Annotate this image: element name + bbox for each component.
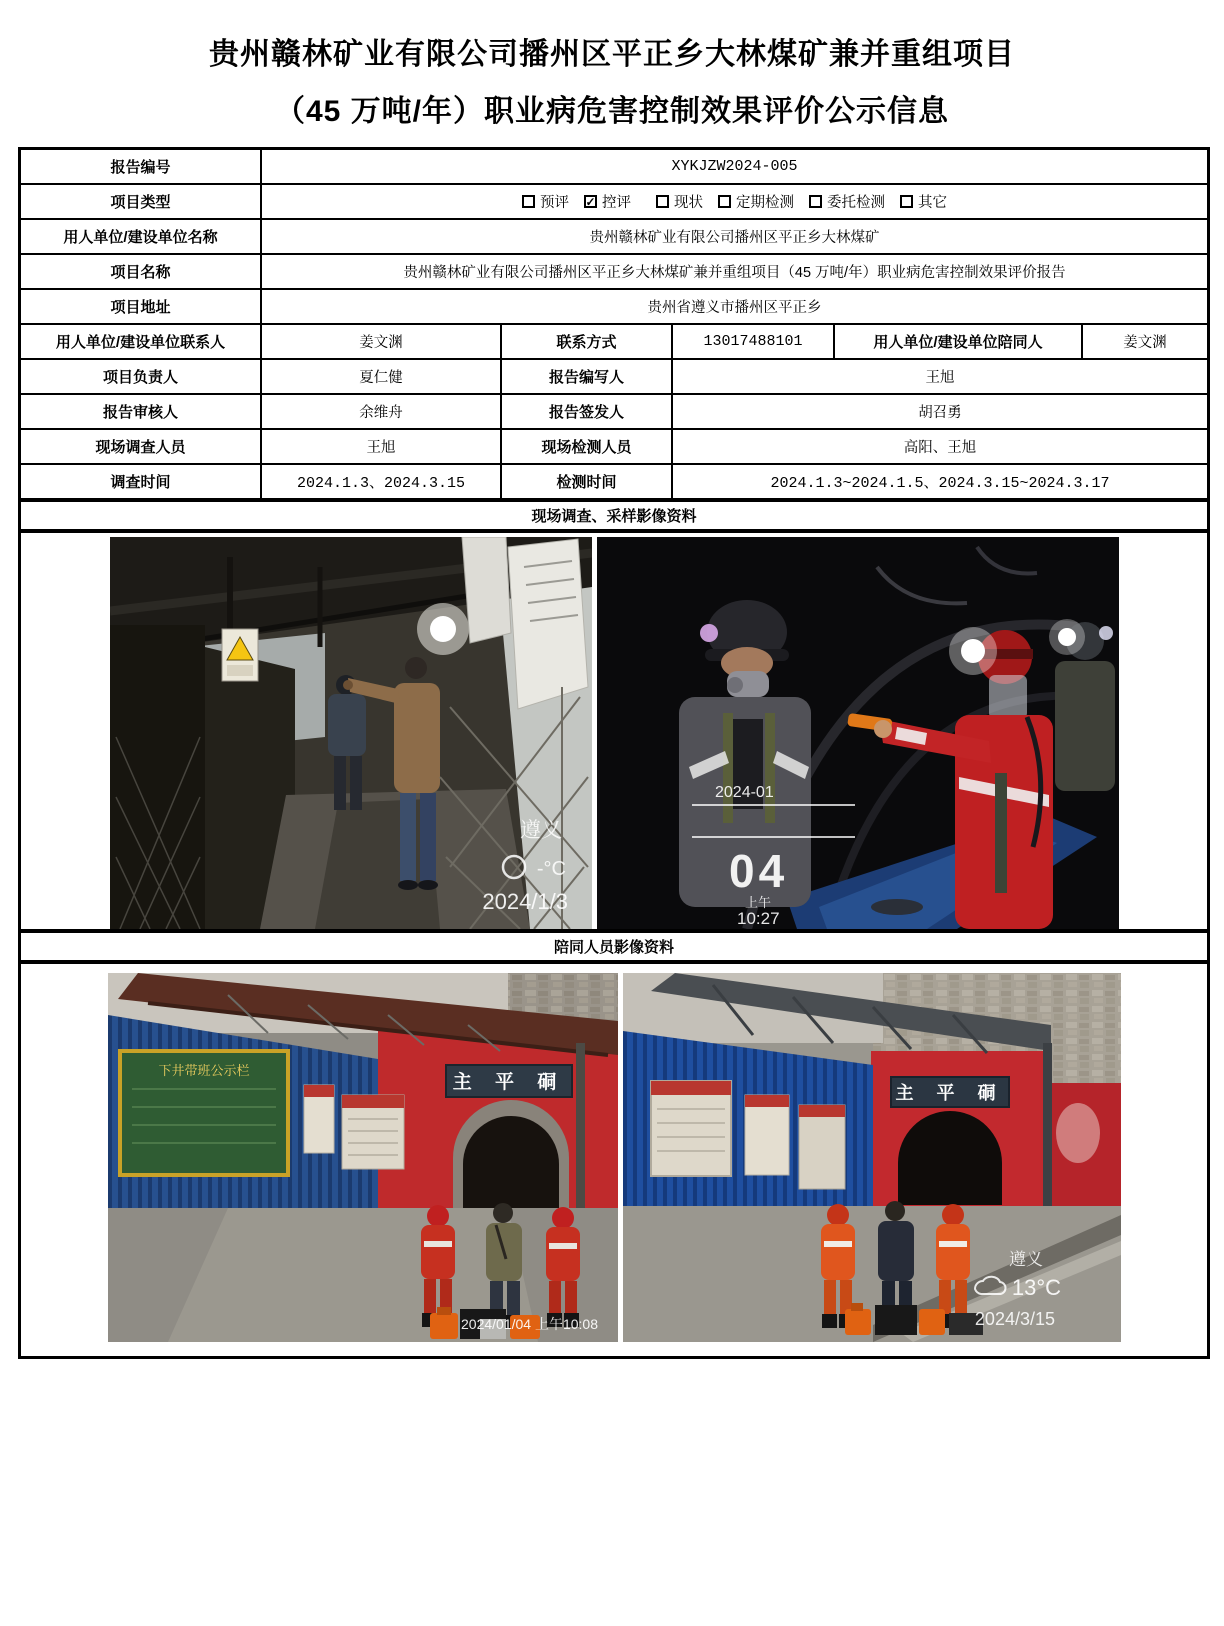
watermark-temp: -°C [536, 858, 566, 880]
photo-escort-group-1 [108, 973, 618, 1342]
project-type-label: 项目类型 [21, 185, 262, 218]
row-project-type [21, 185, 1207, 220]
escort-value: 姜文渊 [1123, 335, 1167, 351]
row-report-no [21, 150, 1207, 185]
photo-escort-group-2 [623, 973, 1121, 1342]
watermark-city: 遵义 [519, 819, 562, 842]
writer-value: 王旭 [925, 370, 955, 386]
title-line2: （45 万吨/年）职业病危害控制效果评价公示信息 [274, 95, 950, 128]
notice-board-text: 下井带班公示栏 [157, 1063, 250, 1078]
survey-photos-cell [21, 533, 1207, 929]
photo-site-survey-underground [597, 537, 1119, 929]
escort-label: 用人单位/建设单位陪同人 [835, 325, 1083, 358]
row-escort-photos [21, 964, 1207, 1356]
watermark-stamp: 2024/01/04 上午10:08 [460, 1316, 598, 1332]
info-table [18, 147, 1210, 1359]
checkbox-icon [809, 195, 822, 208]
option-entrusted [809, 191, 885, 212]
watermark-city: 遵义 [1008, 1250, 1043, 1269]
option-status [656, 191, 703, 212]
checkbox-label: 其它 [918, 195, 947, 211]
row-surveyor [21, 430, 1207, 465]
issuer-value: 胡召勇 [918, 405, 962, 421]
row-contact [21, 325, 1207, 360]
surveyor-label: 现场调查人员 [21, 430, 262, 463]
project-name-value: 贵州赣林矿业有限公司播州区平正乡大林煤矿兼并重组项目（45 万吨/年）职业病危害控制效果评价报告 [403, 265, 1066, 281]
row-employer [21, 220, 1207, 255]
row-survey-photos [21, 533, 1207, 933]
project-addr-value: 贵州省遵义市播州区平正乡 [647, 300, 822, 316]
detect-time-value: 2024.1.3~2024.1.5、2024.3.15~2024.3.17 [770, 475, 1110, 492]
checkbox-icon [656, 195, 669, 208]
checkbox-label: 定期检测 [736, 195, 794, 211]
checkbox-label: 预评 [540, 195, 569, 211]
row-times [21, 465, 1207, 502]
checkbox-icon [718, 195, 731, 208]
tunnel-sign-text: 主 平 硐 [452, 1072, 565, 1093]
option-controleval [584, 191, 631, 212]
checkbox-label: 现状 [674, 195, 703, 211]
phone-label: 联系方式 [502, 325, 673, 358]
project-addr-label: 项目地址 [21, 290, 262, 323]
reviewer-label: 报告审核人 [21, 395, 262, 428]
row-project-addr [21, 290, 1207, 325]
report-no-label: 报告编号 [21, 150, 262, 183]
overlay-day: 04 [728, 845, 788, 897]
contact-label: 用人单位/建设单位联系人 [21, 325, 262, 358]
watermark-date: 2024/3/15 [974, 1309, 1055, 1329]
reviewer-value: 余维舟 [262, 395, 502, 428]
overlay-time: 10:27 [736, 909, 780, 928]
project-name-label: 项目名称 [21, 255, 262, 288]
option-preeval [522, 191, 569, 212]
checkbox-label: 委托检测 [827, 195, 885, 211]
checkbox-label: 控评 [602, 195, 631, 211]
writer-label: 报告编写人 [502, 360, 673, 393]
row-leader [21, 360, 1207, 395]
row-section2-header [21, 933, 1207, 964]
watermark-temp: 13°C [1011, 1275, 1061, 1300]
employer-label: 用人单位/建设单位名称 [21, 220, 262, 253]
page-title [0, 26, 1224, 140]
row-reviewer [21, 395, 1207, 430]
project-type-options [262, 185, 1207, 218]
survey-time-label: 调查时间 [21, 465, 262, 498]
watermark-date: 2024/1/3 [481, 889, 568, 914]
detector-value: 高阳、王旭 [903, 440, 977, 456]
overlay-ampm: 上午 [744, 895, 771, 910]
surveyor-value: 王旭 [262, 430, 502, 463]
section1-header: 现场调查、采样影像资料 [531, 508, 697, 525]
section2-header: 陪同人员影像资料 [553, 939, 674, 956]
checkbox-icon [900, 195, 913, 208]
option-other [900, 191, 947, 212]
option-periodic [718, 191, 794, 212]
title-line1: 贵州赣林矿业有限公司播州区平正乡大林煤矿兼并重组项目 [209, 38, 1015, 71]
phone-value: 13017488101 [673, 325, 835, 358]
leader-label: 项目负责人 [21, 360, 262, 393]
contact-value: 姜文渊 [262, 325, 502, 358]
detect-time-label: 检测时间 [502, 465, 673, 498]
tunnel-sign-text: 主 平 硐 [894, 1083, 1005, 1103]
employer-value: 贵州赣林矿业有限公司播州区平正乡大林煤矿 [589, 230, 880, 246]
issuer-label: 报告签发人 [502, 395, 673, 428]
escort-photos-cell [21, 964, 1207, 1356]
row-project-name [21, 255, 1207, 290]
checkbox-checked-icon [584, 195, 597, 208]
detector-label: 现场检测人员 [502, 430, 673, 463]
overlay-month: 2024-01 [714, 784, 774, 801]
photo-site-survey-surface [110, 537, 592, 929]
row-section1-header [21, 502, 1207, 533]
leader-value: 夏仁健 [262, 360, 502, 393]
survey-time-value: 2024.1.3、2024.3.15 [262, 465, 502, 498]
report-no-value: XYKJZW2024-005 [671, 158, 798, 175]
checkbox-icon [522, 195, 535, 208]
